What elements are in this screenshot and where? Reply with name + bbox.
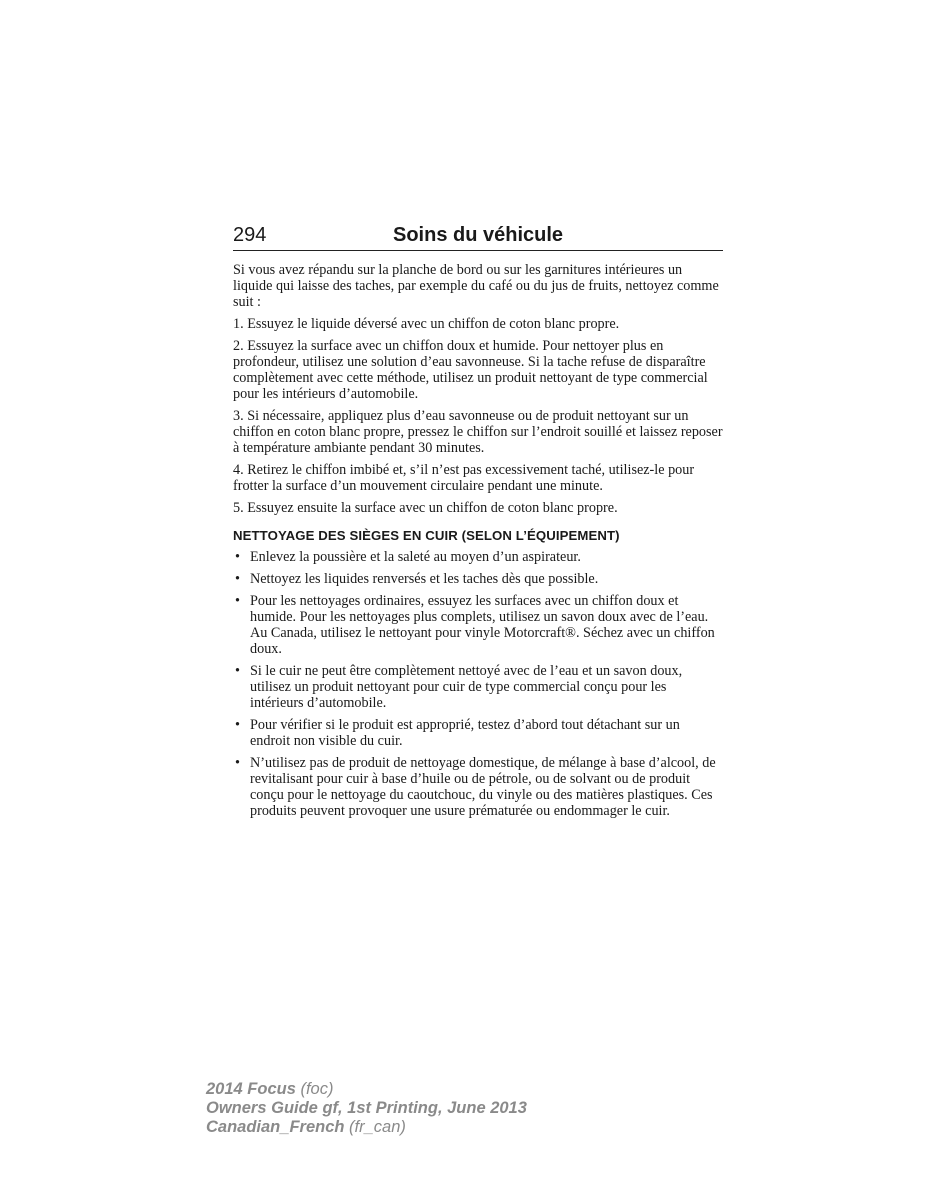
list-item (233, 549, 723, 565)
page-number: 294 (233, 224, 267, 246)
footer-model-code: (foc) (295, 1080, 334, 1098)
list-item-text: Si le cuir ne peut être complètement nettoyé avec de l’eau et un savon doux, utilisez un produit nettoyant pour cuir de type commercial conçu pour les intérieurs d’automobile. (250, 663, 683, 711)
section-heading: NETTOYAGE DES SIÈGES EN CUIR (SELON L’ÉQUIPEMENT) (233, 528, 620, 543)
bullet-icon: • (235, 663, 240, 679)
print-footer (206, 1080, 527, 1137)
bullet-icon: • (235, 717, 240, 733)
step-4: 4. Retirez le chiffon imbibé et, s’il n’est pas excessivement taché, utilisez-le pour frotter la surface d’un mouvement circulaire pendant une minute. (233, 462, 695, 494)
footer-line-model (206, 1080, 527, 1099)
footer-language-name: Canadian_French (206, 1118, 345, 1136)
footer-model-name: 2014 Focus (206, 1080, 296, 1098)
list-item-text: Pour vérifier si le produit est approprié, testez d’abord tout détachant sur un endroit non visible du cuir. (250, 717, 680, 749)
step-2: 2. Essuyez la surface avec un chiffon doux et humide. Pour nettoyer plus en profondeur, utilisez une solution d’eau savonneuse. Si la tache refuse de disparaître complètement avec cette méthode, utilisez un produit nettoyant de type commercial pour les intérieurs d’automobile. (233, 338, 708, 402)
step-1: 1. Essuyez le liquide déversé avec un chiffon de coton blanc propre. (233, 316, 620, 332)
footer-line-printing: Owners Guide gf, 1st Printing, June 2013 (206, 1099, 527, 1117)
bullet-icon: • (235, 549, 240, 565)
list-item (233, 663, 723, 711)
list-item (233, 717, 723, 749)
bullet-icon: • (235, 593, 240, 609)
list-item-text: Pour les nettoyages ordinaires, essuyez les surfaces avec un chiffon doux et humide. Pour les nettoyages plus complets, utilisez un savon doux avec de l’eau. Au Canada, utilisez le nettoyant pour vinyle Motorcraft®. Séchez avec un chiffon doux. (250, 593, 715, 657)
list-item-text: Enlevez la poussière et la saleté au moyen d’un aspirateur. (250, 549, 581, 565)
bullet-icon: • (235, 571, 240, 587)
step-5: 5. Essuyez ensuite la surface avec un chiffon de coton blanc propre. (233, 500, 618, 516)
list-item-text: Nettoyez les liquides renversés et les taches dès que possible. (250, 571, 599, 587)
intro-paragraph: Si vous avez répandu sur la planche de bord ou sur les garnitures intérieures un liquide qui laisse des taches, par exemple du café ou du jus de fruits, nettoyez comme suit : (233, 262, 719, 310)
list-item (233, 593, 723, 657)
page-title: Soins du véhicule (393, 224, 564, 246)
page-content (233, 262, 723, 825)
list-item (233, 755, 723, 819)
bullet-list (233, 549, 723, 819)
step-3: 3. Si nécessaire, appliquez plus d’eau savonneuse ou de produit nettoyant sur un chiffon en coton blanc propre, pressez le chiffon sur l’endroit souillé et laissez reposer à température ambiante pendant 30 minutes. (233, 408, 723, 456)
footer-language-code: (fr_can) (344, 1118, 406, 1136)
bullet-icon: • (235, 755, 240, 771)
page-header (233, 222, 723, 251)
list-item-text: N’utilisez pas de produit de nettoyage domestique, de mélange à base d’alcool, de revitalisant pour cuir à base d’huile ou de pétrole, ou de solvant ou de produit conçu pour le nettoyage du caoutchouc, du vinyle ou des matières plastiques. Ces produits peuvent provoquer une usure prématurée ou endommager le cuir. (250, 755, 716, 819)
list-item (233, 571, 723, 587)
footer-line-language (206, 1118, 527, 1137)
